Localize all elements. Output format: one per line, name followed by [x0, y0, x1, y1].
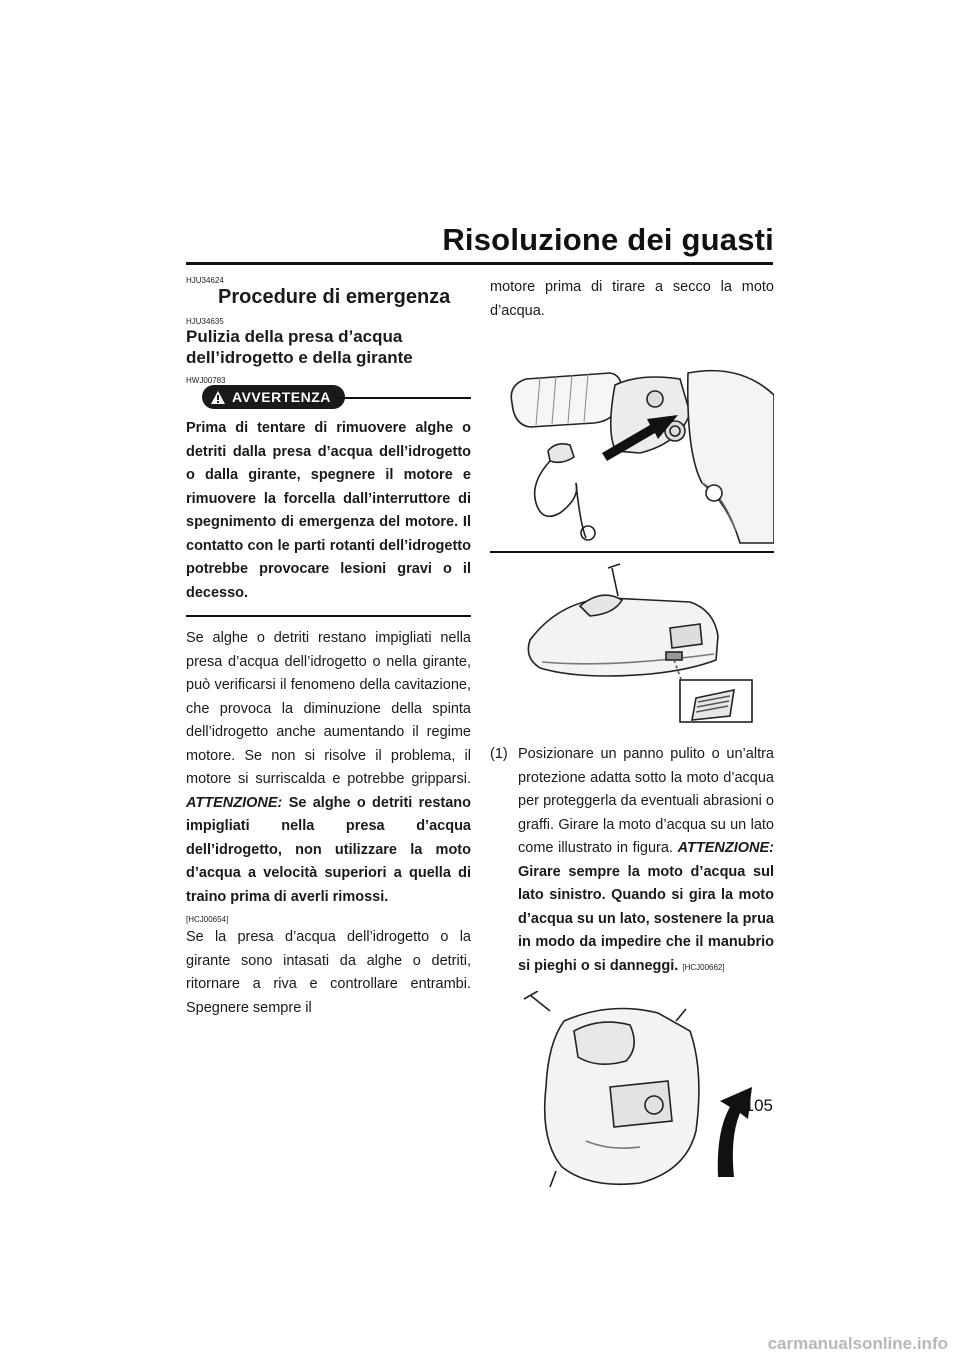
handlebar-lanyard-illustration — [490, 333, 774, 546]
warning-label: AVVERTENZA — [232, 389, 331, 405]
step-text — [518, 743, 774, 979]
warning-rule — [336, 397, 471, 399]
warning-bottom-rule — [186, 615, 471, 617]
paragraph-clogged: Se la presa d’acqua dell’idrogetto o la girante sono intasati da alghe o detriti, ritornare a riva e controllare entrambi. Spegnere sempre il — [186, 929, 471, 1016]
right-column — [490, 276, 774, 1201]
watercraft-turn-illustration — [490, 991, 774, 1201]
step-attention-text: Girare sempre la moto d’acqua sul lato sinistro. Quando si gira la moto d’acqua su un lato, sostenere la prua in modo da impedire che il manubrio si pieghi o si danneggi. — [518, 863, 774, 974]
subsection-code: HJU34635 — [186, 317, 224, 326]
page-number: 105 — [744, 1096, 773, 1115]
warning-badge — [202, 385, 345, 409]
figure-lanyard-removal — [490, 333, 774, 546]
subsection-title: Pulizia della presa d’acqua dell’idrogetto e della girante — [186, 327, 413, 367]
figure-turn-on-side — [490, 991, 774, 1201]
warning-header — [186, 385, 471, 411]
step-attention-label: ATTENZIONE: — [677, 840, 774, 856]
step-number: (1) — [490, 746, 508, 762]
header-rule — [186, 262, 773, 265]
warning-triangle-icon — [210, 390, 226, 405]
figure-watercraft-intake — [490, 550, 774, 725]
watercraft-side-illustration — [490, 550, 774, 725]
warning-code: HWJ00783 — [186, 376, 226, 385]
paragraph-cavitation-text: Se alghe o detriti restano impigliati nella presa d’acqua dell’idrogetto o nella girante, può verificarsi il fenomeno della cavitazione, che provoca la diminuzione della spinta dell’idrogetto anche aumentando il regime motore. Se non si risolve il problema, il motore si surriscalda e potrebbe gripparsi. — [186, 630, 471, 787]
step-1-text: Posizionare un panno pulito o un’altra protezione adatta sotto la moto d’acqua per proteggerla da eventuali abrasioni o graffi. Girare la moto d’acqua su un lato come illustrato in figura. — [518, 746, 774, 856]
warning-text: Prima di tentare di rimuovere alghe o detriti dalla presa d’acqua dell’idrogetto o dalla girante, spegnere il motore e rimuovere la forcella dall’interruttore di spegnimento di emergenza del motore. Il contatto con le parti rotanti dell’idrogetto potrebbe provocare lesioni gravi o il decesso. — [186, 420, 471, 601]
left-column — [186, 276, 471, 1020]
section-title: Procedure di emergenza — [218, 286, 451, 308]
footer-watermark-url[interactable]: carmanualsonline.info — [767, 1334, 948, 1353]
page-header-title: Risoluzione dei guasti — [442, 222, 774, 257]
paragraph-continued: motore prima di tirare a secco la moto d’acqua. — [490, 279, 774, 319]
caution-code: [HCJ00654] — [186, 915, 229, 924]
paragraph-cavitation — [186, 627, 471, 909]
attention-text: Se alghe o detriti restano impigliati nella presa d’acqua dell’idrogetto, non utilizzare la moto d’acqua a velocità superiori a quella di traino prima di averli rimossi. — [186, 794, 471, 905]
step-code: [HCJ00662] — [682, 962, 725, 972]
attention-label: ATTENZIONE: — [186, 794, 283, 811]
section-code: HJU34624 — [186, 276, 224, 285]
step-1 — [490, 743, 774, 979]
